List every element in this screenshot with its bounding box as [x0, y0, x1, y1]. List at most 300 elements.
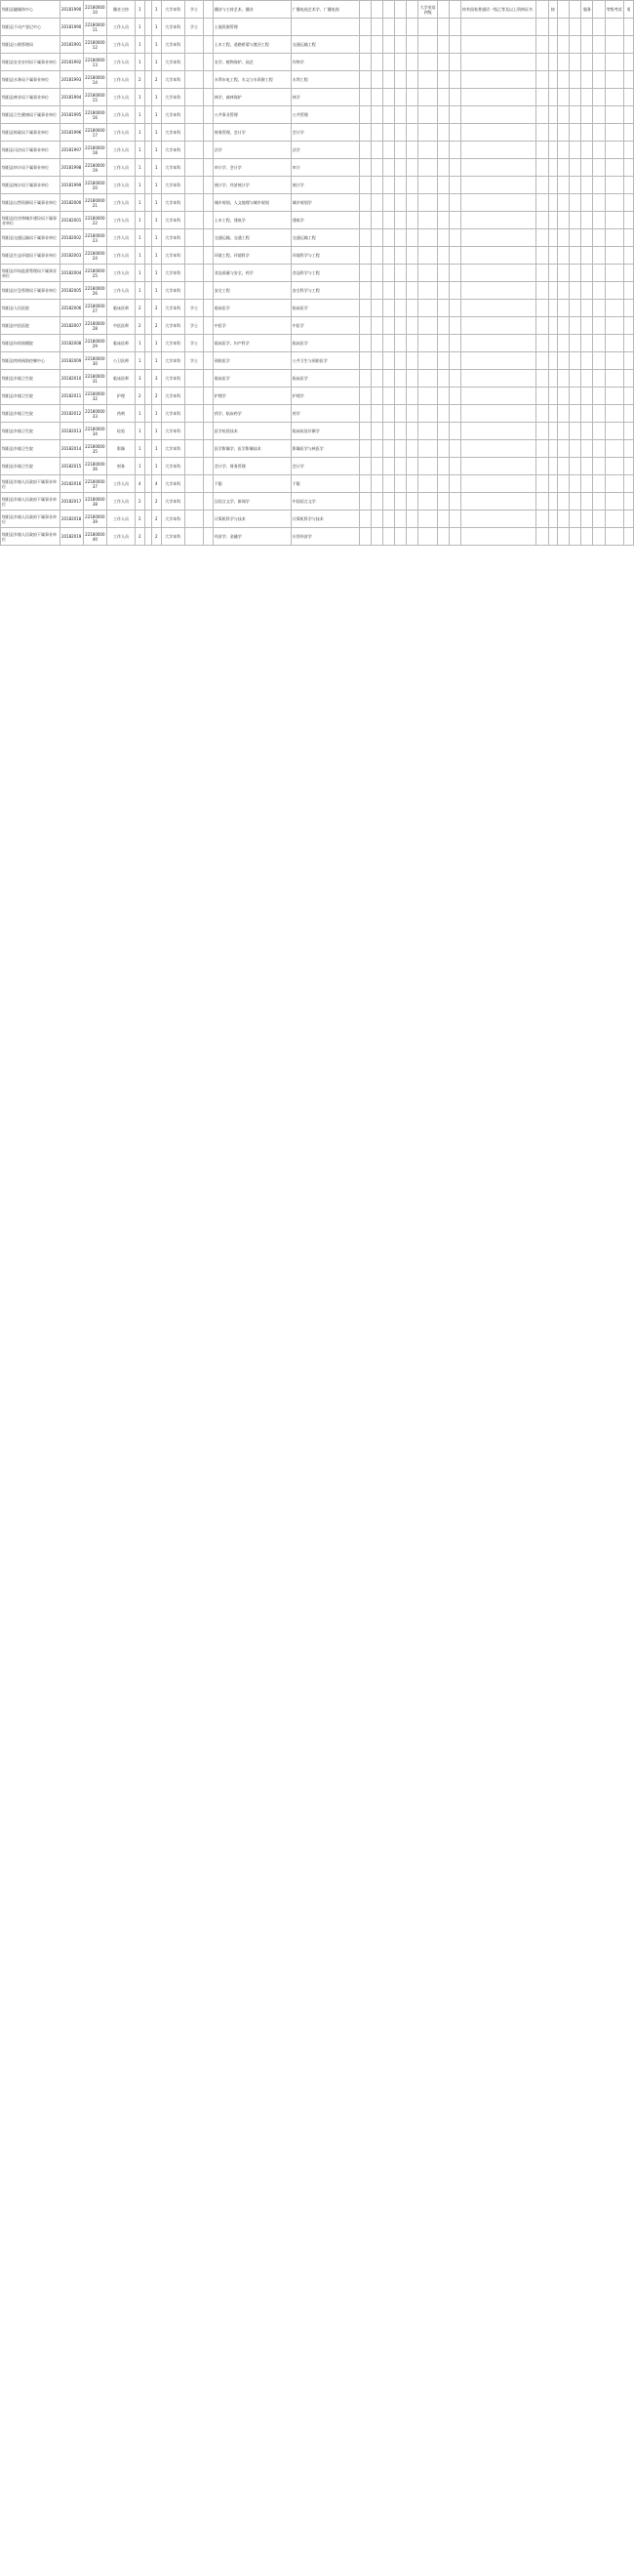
table-cell — [605, 265, 623, 282]
table-cell: 20181995 — [59, 106, 83, 124]
table-cell — [623, 106, 633, 124]
table-cell: 1 — [151, 229, 161, 247]
table-row — [1, 335, 634, 352]
table-cell — [184, 71, 203, 89]
table-cell — [184, 36, 203, 54]
table-cell: 播音主持 — [106, 1, 135, 19]
table-cell: 3 — [135, 370, 144, 388]
table-cell — [359, 335, 371, 352]
table-cell — [558, 1, 570, 19]
table-cell — [144, 352, 151, 370]
table-row — [1, 54, 634, 71]
table-cell: 1 — [151, 142, 161, 159]
table-row — [1, 71, 634, 89]
table-cell — [144, 511, 151, 528]
table-cell — [581, 528, 593, 546]
table-cell — [383, 475, 395, 493]
table-cell: 环境工程、环境科学 — [213, 247, 291, 265]
table-cell — [395, 124, 407, 142]
table-cell — [605, 405, 623, 423]
table-cell — [359, 124, 371, 142]
table-cell — [184, 282, 203, 300]
table-cell: 广播电视艺术学、广播电视 — [291, 1, 359, 19]
table-cell — [204, 212, 214, 229]
table-cell: 2218000031 — [83, 370, 106, 388]
table-cell — [204, 370, 214, 388]
table-cell — [395, 265, 407, 282]
table-cell — [581, 475, 593, 493]
table-cell: 工作人员 — [106, 247, 135, 265]
table-cell — [418, 36, 437, 54]
table-cell: 2 — [151, 388, 161, 405]
table-cell — [372, 36, 383, 54]
table-cell — [593, 335, 605, 352]
table-cell — [437, 440, 449, 458]
table-cell: 2218000036 — [83, 458, 106, 475]
table-cell: 大学本科 — [161, 142, 184, 159]
table-cell — [407, 317, 418, 335]
table-cell — [570, 71, 581, 89]
table-cell — [449, 194, 460, 212]
table-cell — [593, 475, 605, 493]
table-cell: 临床医学 — [213, 300, 291, 317]
table-cell: 2 — [151, 511, 161, 528]
table-cell — [605, 36, 623, 54]
table-cell: 2218000018 — [83, 142, 106, 159]
table-cell — [570, 493, 581, 511]
table-cell — [593, 423, 605, 440]
table-cell: 1 — [151, 54, 161, 71]
table-cell — [449, 124, 460, 142]
table-cell — [383, 71, 395, 89]
table-cell — [437, 71, 449, 89]
table-cell — [558, 405, 570, 423]
table-row — [1, 177, 634, 194]
table-cell — [536, 475, 548, 493]
table-cell — [593, 352, 605, 370]
table-cell — [144, 124, 151, 142]
table-cell — [204, 177, 214, 194]
table-cell: 临床医师 — [106, 300, 135, 317]
table-cell — [581, 89, 593, 106]
table-cell — [184, 370, 203, 388]
table-cell: 绥阳县住房和城乡建设局下属事业单位 — [1, 212, 60, 229]
table-cell — [437, 247, 449, 265]
table-cell — [581, 405, 593, 423]
table-cell — [536, 19, 548, 36]
table-cell — [605, 124, 623, 142]
table-cell: 工作人员 — [106, 229, 135, 247]
table-cell: 工作人员 — [106, 475, 135, 493]
table-cell: 绥阳县公路管理局 — [1, 36, 60, 54]
table-cell: 1 — [151, 405, 161, 423]
table-cell — [204, 194, 214, 212]
table-cell: 2218000011 — [83, 19, 106, 36]
table-cell: 绥阳县乡镇人民政府下属事业单位 — [1, 528, 60, 546]
table-cell — [437, 265, 449, 282]
table-cell — [372, 247, 383, 265]
table-cell — [548, 71, 558, 89]
table-cell: 1 — [151, 212, 161, 229]
table-cell — [593, 194, 605, 212]
table-row — [1, 440, 634, 458]
table-cell — [407, 89, 418, 106]
table-cell — [570, 282, 581, 300]
table-cell — [623, 229, 633, 247]
table-cell — [184, 475, 203, 493]
table-cell — [548, 36, 558, 54]
table-cell: 绥阳县交通运输局下属事业单位 — [1, 229, 60, 247]
table-cell — [144, 36, 151, 54]
table-cell — [460, 177, 535, 194]
table-cell: 绥阳县自然资源局下属事业单位 — [1, 194, 60, 212]
table-cell: 土地资源管理 — [213, 19, 291, 36]
table-cell — [605, 423, 623, 440]
table-cell — [581, 159, 593, 177]
table-cell: 大学本科 — [161, 370, 184, 388]
table-row — [1, 352, 634, 370]
table-cell — [372, 335, 383, 352]
table-cell — [449, 229, 460, 247]
table-cell — [383, 335, 395, 352]
table-cell — [570, 300, 581, 317]
table-cell — [593, 528, 605, 546]
table-cell — [407, 159, 418, 177]
table-cell: 2 — [151, 493, 161, 511]
table-cell — [395, 19, 407, 36]
table-cell — [372, 1, 383, 19]
table-cell — [548, 194, 558, 212]
table-cell — [372, 265, 383, 282]
table-cell — [144, 142, 151, 159]
table-cell — [184, 405, 203, 423]
table-cell — [536, 282, 548, 300]
table-cell — [570, 335, 581, 352]
table-cell — [395, 370, 407, 388]
table-cell: 大学本科 — [161, 475, 184, 493]
table-cell — [581, 247, 593, 265]
table-cell — [184, 511, 203, 528]
table-cell — [418, 458, 437, 475]
table-cell — [395, 317, 407, 335]
table-cell: 医学检验技术 — [213, 423, 291, 440]
table-cell: 1 — [151, 124, 161, 142]
table-cell — [359, 71, 371, 89]
table-cell — [581, 388, 593, 405]
table-cell: 大学本科 — [161, 212, 184, 229]
table-cell — [449, 405, 460, 423]
table-cell: 审计学、会计学 — [213, 159, 291, 177]
table-cell — [437, 229, 449, 247]
table-cell — [372, 142, 383, 159]
table-cell — [460, 159, 535, 177]
table-cell — [204, 528, 214, 546]
table-cell — [144, 458, 151, 475]
table-cell — [437, 106, 449, 124]
table-cell — [605, 388, 623, 405]
table-cell: 法学 — [213, 142, 291, 159]
table-cell: 绥阳县乡镇卫生院 — [1, 423, 60, 440]
table-cell — [407, 194, 418, 212]
table-cell — [548, 440, 558, 458]
table-cell: 会计学 — [291, 458, 359, 475]
table-cell — [395, 142, 407, 159]
table-cell — [460, 229, 535, 247]
table-cell — [449, 440, 460, 458]
table-cell — [623, 528, 633, 546]
table-cell — [623, 370, 633, 388]
table-cell: 1 — [151, 177, 161, 194]
table-cell — [570, 19, 581, 36]
table-cell: 2218000023 — [83, 229, 106, 247]
table-cell — [605, 493, 623, 511]
table-cell — [536, 440, 548, 458]
table-cell: 农学、植物保护、园艺 — [213, 54, 291, 71]
table-cell — [605, 142, 623, 159]
table-cell: 1 — [135, 212, 144, 229]
table-cell: 大学本科 — [161, 440, 184, 458]
table-cell: 2 — [151, 528, 161, 546]
table-cell: 大学本科 — [161, 300, 184, 317]
table-cell: 公卫医师 — [106, 352, 135, 370]
table-cell — [291, 19, 359, 36]
table-cell — [372, 370, 383, 388]
table-cell — [536, 511, 548, 528]
table-cell — [144, 528, 151, 546]
table-row — [1, 423, 634, 440]
table-cell: 1 — [135, 265, 144, 282]
table-cell — [581, 124, 593, 142]
table-cell — [548, 352, 558, 370]
table-cell — [372, 475, 383, 493]
table-cell: 交通运输工程 — [291, 229, 359, 247]
table-cell — [144, 300, 151, 317]
table-row — [1, 528, 634, 546]
table-cell — [623, 440, 633, 458]
table-cell — [383, 300, 395, 317]
table-cell — [418, 247, 437, 265]
table-cell — [623, 475, 633, 493]
table-cell — [383, 177, 395, 194]
table-row — [1, 300, 634, 317]
table-cell: 20182018 — [59, 511, 83, 528]
table-cell: 临床检验诊断学 — [291, 423, 359, 440]
table-cell — [395, 282, 407, 300]
table-cell: 2218000025 — [83, 265, 106, 282]
table-cell — [407, 229, 418, 247]
table-cell: 经济学、金融学 — [213, 528, 291, 546]
table-cell — [593, 159, 605, 177]
table-cell — [605, 159, 623, 177]
table-cell — [407, 282, 418, 300]
table-cell — [395, 1, 407, 19]
table-cell — [605, 458, 623, 475]
table-cell: 绥阳县不动产登记中心 — [1, 19, 60, 36]
table-cell — [449, 106, 460, 124]
table-cell — [581, 106, 593, 124]
table-cell — [623, 493, 633, 511]
table-cell: 大学本科 — [161, 1, 184, 19]
table-cell — [383, 423, 395, 440]
table-cell — [418, 54, 437, 71]
table-cell — [184, 89, 203, 106]
table-cell — [536, 142, 548, 159]
table-cell: 20182019 — [59, 528, 83, 546]
table-cell — [395, 458, 407, 475]
table-cell — [407, 124, 418, 142]
table-cell — [359, 458, 371, 475]
table-cell — [372, 159, 383, 177]
table-cell: 中医学 — [213, 317, 291, 335]
table-cell — [372, 71, 383, 89]
table-cell: 应用经济学 — [291, 528, 359, 546]
table-cell — [372, 388, 383, 405]
table-cell — [570, 89, 581, 106]
table-cell — [418, 493, 437, 511]
table-cell — [395, 212, 407, 229]
table-cell: 绥阳县乡镇卫生院 — [1, 458, 60, 475]
table-cell — [548, 142, 558, 159]
table-cell: 学士 — [184, 1, 203, 19]
table-cell: 公共事业管理 — [213, 106, 291, 124]
table-cell — [460, 352, 535, 370]
table-cell: 土木工程、建筑学 — [213, 212, 291, 229]
table-cell — [184, 159, 203, 177]
table-cell — [418, 19, 437, 36]
table-cell — [570, 388, 581, 405]
table-cell — [204, 282, 214, 300]
table-cell: 大学本科 — [161, 335, 184, 352]
table-cell — [548, 475, 558, 493]
table-cell — [418, 475, 437, 493]
table-cell: 2 — [135, 493, 144, 511]
table-cell — [449, 388, 460, 405]
table-cell — [407, 335, 418, 352]
table-cell: 药学、临床药学 — [213, 405, 291, 423]
table-cell — [558, 247, 570, 265]
table-cell: 安全科学与工程 — [291, 282, 359, 300]
table-cell — [558, 440, 570, 458]
table-cell: 2218000024 — [83, 247, 106, 265]
table-cell — [558, 106, 570, 124]
table-cell: 2 — [135, 317, 144, 335]
table-cell — [449, 511, 460, 528]
table-cell — [558, 194, 570, 212]
table-cell — [418, 124, 437, 142]
table-cell: 服务 — [581, 1, 593, 19]
table-cell — [593, 54, 605, 71]
table-cell — [204, 317, 214, 335]
table-cell — [548, 265, 558, 282]
table-cell — [593, 388, 605, 405]
table-cell: 不限 — [291, 475, 359, 493]
table-cell — [144, 1, 151, 19]
table-cell — [383, 458, 395, 475]
table-cell — [558, 388, 570, 405]
table-cell — [372, 511, 383, 528]
table-cell — [548, 19, 558, 36]
table-cell — [395, 54, 407, 71]
table-cell: 工作人员 — [106, 19, 135, 36]
table-cell — [581, 229, 593, 247]
table-cell: 临床医学 — [213, 370, 291, 388]
table-cell — [395, 423, 407, 440]
table-cell — [204, 19, 214, 36]
table-cell: 工作人员 — [106, 142, 135, 159]
table-cell — [204, 423, 214, 440]
table-cell — [418, 440, 437, 458]
table-cell — [418, 177, 437, 194]
table-row — [1, 106, 634, 124]
table-cell — [383, 54, 395, 71]
table-cell: 2218000030 — [83, 352, 106, 370]
table-cell — [372, 54, 383, 71]
table-cell — [593, 405, 605, 423]
table-cell — [395, 229, 407, 247]
table-cell: 城乡规划学 — [291, 194, 359, 212]
table-cell: 学士 — [184, 300, 203, 317]
table-cell — [449, 54, 460, 71]
table-cell — [623, 458, 633, 475]
table-cell: 1 — [151, 89, 161, 106]
table-cell — [372, 106, 383, 124]
table-cell — [359, 388, 371, 405]
table-cell: 公共卫生与预防医学 — [291, 352, 359, 370]
table-cell: 20182005 — [59, 282, 83, 300]
table-cell: 大学本科 — [161, 511, 184, 528]
table-cell — [418, 317, 437, 335]
table-cell — [204, 352, 214, 370]
table-cell: 大学本科 — [161, 19, 184, 36]
table-cell: 20182008 — [59, 335, 83, 352]
table-row — [1, 282, 634, 300]
table-cell — [204, 229, 214, 247]
table-cell — [460, 475, 535, 493]
table-cell: 工作人员 — [106, 106, 135, 124]
table-cell — [593, 300, 605, 317]
table-cell: 绥阳县农业农村局下属事业单位 — [1, 54, 60, 71]
table-cell — [359, 106, 371, 124]
table-cell — [460, 19, 535, 36]
table-cell — [395, 440, 407, 458]
table-cell: 20182000 — [59, 194, 83, 212]
table-cell — [437, 212, 449, 229]
table-cell — [418, 388, 437, 405]
table-cell: 2218000021 — [83, 194, 106, 212]
table-cell — [570, 317, 581, 335]
table-cell — [144, 265, 151, 282]
table-cell — [548, 405, 558, 423]
table-cell: 会计学 — [291, 124, 359, 142]
table-cell: 1 — [135, 282, 144, 300]
table-cell — [437, 388, 449, 405]
table-cell: 2218000026 — [83, 282, 106, 300]
table-cell: 工作人员 — [106, 493, 135, 511]
table-cell — [359, 89, 371, 106]
table-cell — [395, 352, 407, 370]
table-cell — [548, 317, 558, 335]
table-cell — [383, 124, 395, 142]
table-cell: 1 — [135, 19, 144, 36]
table-cell: 20181991 — [59, 36, 83, 54]
table-cell — [437, 423, 449, 440]
table-cell: 3 — [151, 370, 161, 388]
table-cell: 工作人员 — [106, 528, 135, 546]
table-cell: 学士 — [184, 19, 203, 36]
table-cell — [359, 317, 371, 335]
table-cell — [449, 177, 460, 194]
table-cell — [570, 511, 581, 528]
